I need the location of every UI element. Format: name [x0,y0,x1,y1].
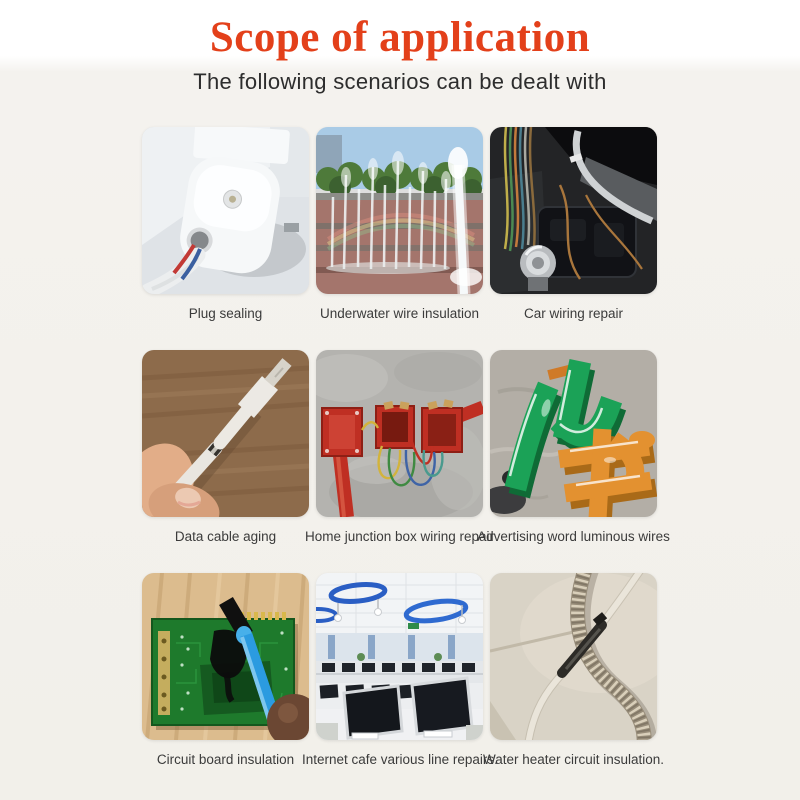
scenario-card-circuit-board [142,573,309,770]
photo-circuit-board [142,573,309,740]
caption-sign-letters: Advertising word luminous wires [477,529,670,544]
caption-data-cable: Data cable aging [174,529,277,544]
photo-car-wiring [490,127,657,294]
photo-sign-letters [490,350,657,517]
page-title: Scope of application [209,14,591,61]
scenario-card-junction-boxes [304,350,495,547]
caption-car-wiring: Car wiring repair [523,306,624,321]
photo-internet-cafe [316,573,483,740]
header [0,0,800,95]
caption-circuit-board: Circuit board insulation [156,752,295,767]
scenario-grid [142,127,670,770]
scenario-card-water-heater [482,573,665,770]
photo-plug-sealing [142,127,309,294]
scenario-card-car-wiring [490,127,657,324]
scenario-card-data-cable [142,350,309,547]
photo-water-heater-hose [490,573,657,740]
caption-underwater-insulation: Underwater wire insulation [319,306,480,321]
caption-plug-sealing: Plug sealing [188,306,263,321]
page-subtitle: The following scenarios can be dealt with [193,69,607,94]
scenario-card-plug-sealing [142,127,309,324]
photo-data-cable [142,350,309,517]
caption-internet-cafe: Internet cafe various line repairs. [302,752,498,767]
scenario-card-sign-letters [477,350,670,547]
scenario-card-underwater-insulation [316,127,483,324]
caption-junction-boxes: Home junction box wiring repair [304,529,495,544]
photo-junction-boxes [316,350,483,517]
scenario-card-internet-cafe [302,573,498,770]
photo-fountain [316,127,483,294]
caption-water-heater: Water heater circuit insulation. [482,752,665,767]
